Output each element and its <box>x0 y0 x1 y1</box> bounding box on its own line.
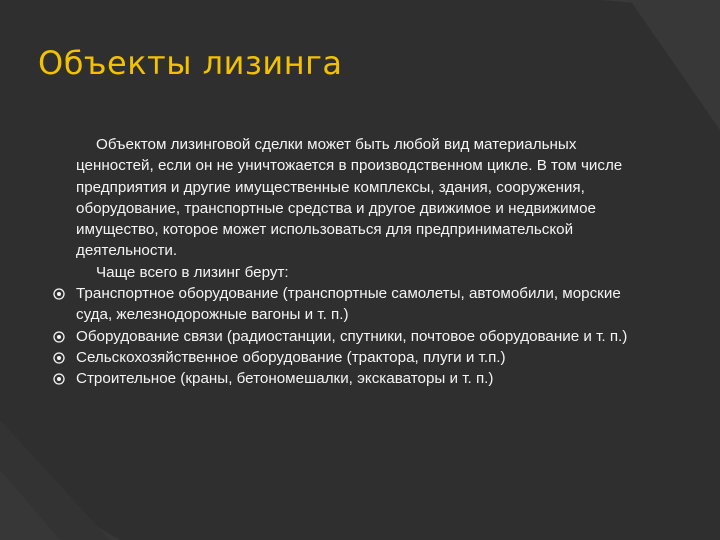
intro-text: Объектом лизинговой сделки может быть любой вид материальных ценностей, если он не уничтожается в производственном цикле. В том числе предприятия и другие имущественные комплексы, здания, сооружения, оборудование, транспортные средства и другое движимое и недвижимое имущество, которое может использоваться для предпринимательской деятельности. <box>76 136 623 260</box>
list-item <box>58 283 628 326</box>
intro-paragraph <box>58 134 628 262</box>
circle-dot-icon <box>53 352 65 364</box>
slide-body <box>58 134 628 390</box>
circle-dot-icon <box>53 288 65 300</box>
list-item-text: Оборудование связи (радиостанции, спутники, почтовое оборудование и т. п.) <box>76 327 628 345</box>
circle-dot-icon <box>53 373 65 385</box>
slide-title: Объекты лизинга <box>38 44 343 82</box>
list-item-text: Строительное (краны, бетономешалки, экскаваторы и т. п.) <box>76 370 494 388</box>
list-item-text: Сельскохозяйственное оборудование (трактора, плуги и т.п.) <box>76 348 506 366</box>
circle-dot-icon <box>53 331 65 343</box>
list-item-text: Транспортное оборудование (транспортные самолеты, автомобили, морские суда, железнодорожные вагоны и т. п.) <box>76 285 621 324</box>
list-item <box>58 347 628 368</box>
lead-paragraph <box>58 262 628 283</box>
lead-text: Чаще всего в лизинг берут: <box>96 263 289 281</box>
list-item <box>58 326 628 347</box>
list-item <box>58 368 628 389</box>
